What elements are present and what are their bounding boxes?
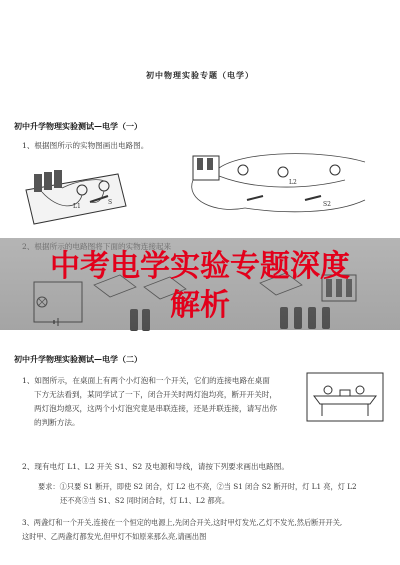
question-2-1-line-3: 两灯泡均熄灭，这两个小灯泡究竟是串联连接，还是并联连接，请写出你 [34,404,277,413]
document-title: 初中物理实验专题（电学） [146,70,254,80]
question-2-2: 2、现有电灯 L1、L2 开关 S1、S2 及电源和导线，请按下列要求画出电路图。 [22,462,289,471]
circuit-physical-figure-1 [18,160,130,228]
question-2-2-requirement-line-2: 还不亮③当 S1、S2 同时闭合时，灯 L1、L2 都亮。 [60,496,230,505]
banner-title-line-1: 中考电学实验专题深度 [50,249,350,284]
circuit-physical-figure-2 [185,150,375,220]
section-1-header: 初中升学物理实验测试—电学（一） [14,121,142,131]
question-2-1-line-4: 的判断方法。 [34,418,80,427]
section-2-header: 初中升学物理实验测试—电学（二） [14,354,142,364]
label-s: S [108,199,113,206]
label-s2: S2 [323,201,331,208]
label-l2: L2 [289,179,297,186]
question-1-1: 1、根据图所示的实物图画出电路图。 [22,141,149,150]
question-2-3-line-1: 3、两盏灯和一个开关,连接在一个恒定的电源上,先闭合开关,这时甲灯发光,乙灯不发光,然后断开开关, [22,518,343,527]
question-2-3-line-2: 这时甲、乙两盏灯都发光,但甲灯不如原来那么亮,请画出图 [22,532,207,541]
question-2-1-line-1: 1、如图所示，在桌面上有两个小灯泡和一个开关，它们的连接电路在桌面 [22,376,270,385]
label-l1: L1 [73,203,81,210]
question-2-1-line-2: 下方无法看到，某同学试了一下，闭合开关时两灯泡均亮，断开开关时， [34,390,277,399]
banner-title-line-2: 解析 [170,288,230,323]
question-2-2-requirement-line-1: 要求：①只要 S1 断开，即使 S2 闭合，灯 L2 也不亮，②当 S1 闭合 S2 断开时，灯 L1 亮，灯 L2 [38,482,357,491]
desk-lamps-figure [306,372,384,422]
